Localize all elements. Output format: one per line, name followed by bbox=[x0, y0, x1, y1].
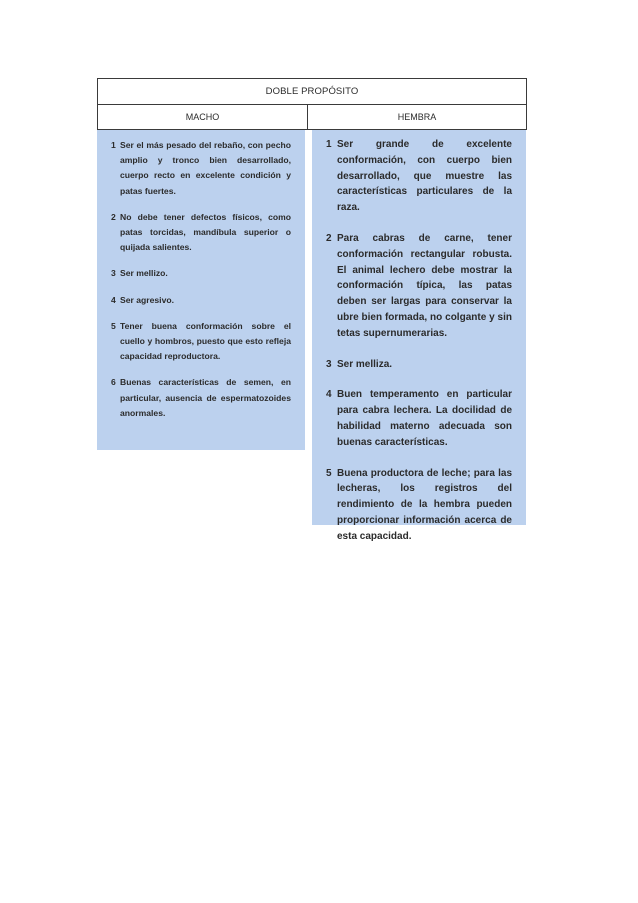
item-number: 1 bbox=[111, 140, 116, 150]
macho-panel bbox=[97, 130, 305, 450]
list-item bbox=[111, 138, 291, 199]
table-title: DOBLE PROPÓSITO bbox=[98, 79, 526, 105]
item-number: 4 bbox=[326, 389, 332, 401]
item-number: 5 bbox=[326, 467, 332, 479]
column-header-macho: MACHO bbox=[98, 105, 308, 129]
list-item bbox=[326, 137, 512, 216]
item-text: Para cabras de carne, tener conformación rectangular robusta. El animal lechero debe mostrar la conformación típica, las patas deben ser largas para conservar la ubre bien formada, no colgante y sin tetas supernumerarias. bbox=[337, 232, 512, 339]
list-item bbox=[111, 319, 291, 365]
item-number: 5 bbox=[111, 320, 116, 331]
item-number: 3 bbox=[111, 268, 116, 279]
list-item bbox=[326, 387, 512, 450]
item-number: 4 bbox=[111, 294, 116, 305]
item-text: Tener buena conformación sobre el cuello y hombros, puesto que esto refleja capacidad reproductora. bbox=[120, 320, 291, 362]
item-text: Buen temperamento en particular para cabra lechera. La docilidad de habilidad materno adecuada son buenas características. bbox=[337, 389, 512, 448]
item-number: 1 bbox=[326, 139, 332, 150]
item-number: 3 bbox=[326, 358, 332, 370]
item-text: Ser grande de excelente conformación, con cuerpo bien desarrollado, que muestre las características particulares de la raza. bbox=[337, 139, 512, 214]
hembra-panel bbox=[312, 130, 526, 542]
item-text: Buena productora de leche; para las lecheras, los registros del rendimiento de la hembra pueden proporcionar información acerca de esta capacidad. bbox=[337, 467, 512, 542]
list-item bbox=[326, 231, 512, 342]
item-text: No debe tener defectos físicos, como patas torcidas, mandíbula superior o quijada salientes. bbox=[120, 211, 291, 253]
item-text: Ser mellizo. bbox=[120, 268, 168, 279]
item-number: 2 bbox=[326, 232, 332, 244]
item-number: 6 bbox=[111, 377, 116, 388]
item-text: Ser agresivo. bbox=[120, 294, 174, 305]
list-item bbox=[326, 357, 512, 373]
item-text: Buenas características de semen, en particular, ausencia de espermatozoides anormales. bbox=[120, 377, 291, 418]
list-item bbox=[326, 466, 512, 545]
list-item bbox=[111, 266, 291, 281]
column-header-hembra: HEMBRA bbox=[397, 112, 437, 122]
item-number: 2 bbox=[111, 211, 116, 222]
table-header bbox=[97, 78, 527, 130]
list-item bbox=[111, 210, 291, 256]
item-text: Ser melliza. bbox=[337, 358, 393, 370]
list-item bbox=[111, 375, 291, 421]
list-item bbox=[111, 293, 291, 308]
item-text: Ser el más pesado del rebaño, con pecho amplio y tronco bien desarrollado, cuerpo recto en excelente condición y patas fuertes. bbox=[120, 140, 291, 196]
